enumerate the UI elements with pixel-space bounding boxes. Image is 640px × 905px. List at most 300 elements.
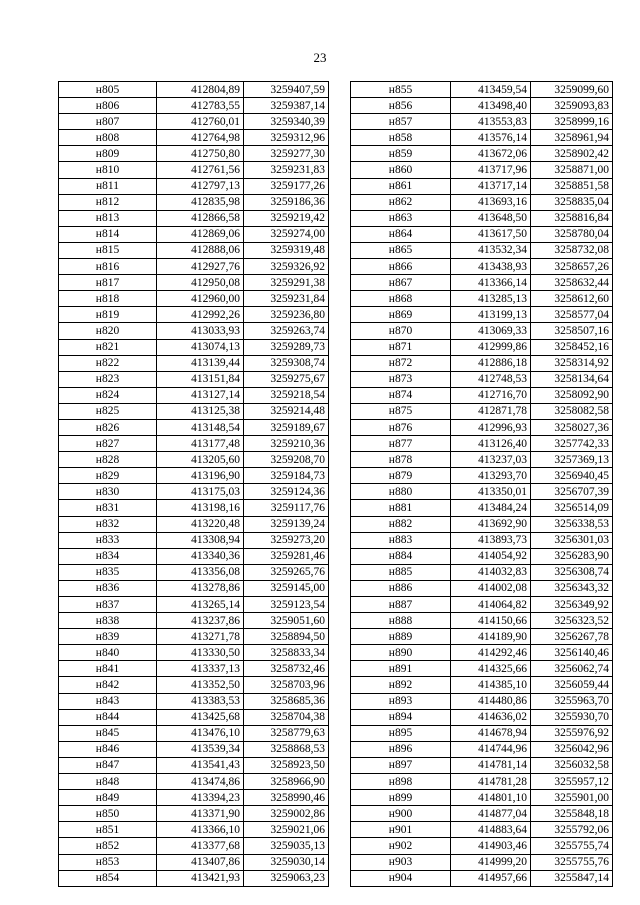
table-row <box>351 500 613 516</box>
y-coordinate-cell: 3258780,04 <box>531 226 613 242</box>
table-row <box>59 806 329 822</box>
y-coordinate-cell: 3256308,74 <box>531 564 613 580</box>
table-row <box>59 98 329 114</box>
y-coordinate-cell: 3258082,58 <box>531 403 613 419</box>
point-id-cell: н886 <box>351 580 451 596</box>
x-coordinate-cell: 412996,93 <box>451 419 531 435</box>
y-coordinate-cell: 3255901,00 <box>531 790 613 806</box>
x-coordinate-cell: 413271,78 <box>157 629 244 645</box>
table-row <box>59 355 329 371</box>
table-row <box>59 564 329 580</box>
x-coordinate-cell: 414883,64 <box>451 822 531 838</box>
point-id-cell: н811 <box>59 178 157 194</box>
x-coordinate-cell: 414957,66 <box>451 870 531 886</box>
point-id-cell: н820 <box>59 323 157 339</box>
point-id-cell: н831 <box>59 500 157 516</box>
x-coordinate-cell: 413350,01 <box>451 484 531 500</box>
x-coordinate-cell: 413198,16 <box>157 500 244 516</box>
page-number: 23 <box>313 50 327 65</box>
x-coordinate-cell: 412869,06 <box>157 226 244 242</box>
x-coordinate-cell: 413127,14 <box>157 387 244 403</box>
x-coordinate-cell: 413148,54 <box>157 419 244 435</box>
point-id-cell: н897 <box>351 757 451 773</box>
y-coordinate-cell: 3259265,76 <box>244 564 329 580</box>
table-row <box>351 661 613 677</box>
y-coordinate-cell: 3256940,45 <box>531 468 613 484</box>
table-row <box>59 275 329 291</box>
table-row <box>351 130 613 146</box>
y-coordinate-cell: 3258092,90 <box>531 387 613 403</box>
table-row <box>59 114 329 130</box>
x-coordinate-cell: 412950,08 <box>157 275 244 291</box>
point-id-cell: н892 <box>351 677 451 693</box>
x-coordinate-cell: 413394,23 <box>157 790 244 806</box>
table-row <box>351 146 613 162</box>
x-coordinate-cell: 413693,16 <box>451 194 531 210</box>
point-id-cell: н880 <box>351 484 451 500</box>
table-row <box>351 516 613 532</box>
x-coordinate-cell: 414002,08 <box>451 580 531 596</box>
x-coordinate-cell: 413672,06 <box>451 146 531 162</box>
point-id-cell: н818 <box>59 291 157 307</box>
table-row <box>351 226 613 242</box>
x-coordinate-cell: 414032,83 <box>451 564 531 580</box>
y-coordinate-cell: 3258961,94 <box>531 130 613 146</box>
y-coordinate-cell: 3259231,83 <box>244 162 329 178</box>
point-id-cell: н808 <box>59 130 157 146</box>
y-coordinate-cell: 3256032,58 <box>531 757 613 773</box>
table-row <box>59 291 329 307</box>
point-id-cell: н876 <box>351 419 451 435</box>
table-row <box>351 468 613 484</box>
y-coordinate-cell: 3255847,14 <box>531 870 613 886</box>
x-coordinate-cell: 413177,48 <box>157 436 244 452</box>
point-id-cell: н844 <box>59 709 157 725</box>
x-coordinate-cell: 413196,90 <box>157 468 244 484</box>
point-id-cell: н832 <box>59 516 157 532</box>
x-coordinate-cell: 413541,43 <box>157 757 244 773</box>
table-row <box>59 194 329 210</box>
y-coordinate-cell: 3259289,73 <box>244 339 329 355</box>
y-coordinate-cell: 3258851,58 <box>531 178 613 194</box>
point-id-cell: н864 <box>351 226 451 242</box>
y-coordinate-cell: 3258833,34 <box>244 645 329 661</box>
y-coordinate-cell: 3259139,24 <box>244 516 329 532</box>
y-coordinate-cell: 3259186,36 <box>244 194 329 210</box>
y-coordinate-cell: 3258507,16 <box>531 323 613 339</box>
point-id-cell: н875 <box>351 403 451 419</box>
x-coordinate-cell: 414744,96 <box>451 741 531 757</box>
y-coordinate-cell: 3259236,80 <box>244 307 329 323</box>
y-coordinate-cell: 3259275,67 <box>244 371 329 387</box>
x-coordinate-cell: 414385,10 <box>451 677 531 693</box>
point-id-cell: н878 <box>351 452 451 468</box>
table-row <box>351 854 613 870</box>
table-row <box>351 291 613 307</box>
point-id-cell: н860 <box>351 162 451 178</box>
table-row <box>351 114 613 130</box>
point-id-cell: н888 <box>351 613 451 629</box>
table-row <box>59 371 329 387</box>
point-id-cell: н891 <box>351 661 451 677</box>
point-id-cell: н881 <box>351 500 451 516</box>
point-id-cell: н848 <box>59 774 157 790</box>
x-coordinate-cell: 412999,86 <box>451 339 531 355</box>
table-row <box>59 452 329 468</box>
y-coordinate-cell: 3255930,70 <box>531 709 613 725</box>
point-id-cell: н893 <box>351 693 451 709</box>
table-row <box>59 436 329 452</box>
x-coordinate-cell: 413498,40 <box>451 98 531 114</box>
x-coordinate-cell: 413220,48 <box>157 516 244 532</box>
point-id-cell: н833 <box>59 532 157 548</box>
y-coordinate-cell: 3259208,70 <box>244 452 329 468</box>
y-coordinate-cell: 3258657,26 <box>531 259 613 275</box>
table-row <box>351 838 613 854</box>
x-coordinate-cell: 413352,50 <box>157 677 244 693</box>
y-coordinate-cell: 3255976,92 <box>531 725 613 741</box>
table-row <box>351 790 613 806</box>
y-coordinate-cell: 3258923,50 <box>244 757 329 773</box>
table-row <box>59 130 329 146</box>
point-id-cell: н873 <box>351 371 451 387</box>
x-coordinate-cell: 413237,03 <box>451 452 531 468</box>
y-coordinate-cell: 3259274,00 <box>244 226 329 242</box>
x-coordinate-cell: 412835,98 <box>157 194 244 210</box>
y-coordinate-cell: 3258999,16 <box>531 114 613 130</box>
table-row <box>351 741 613 757</box>
table-row <box>351 371 613 387</box>
x-coordinate-cell: 412797,13 <box>157 178 244 194</box>
x-coordinate-cell: 413893,73 <box>451 532 531 548</box>
point-id-cell: н871 <box>351 339 451 355</box>
table-row <box>59 790 329 806</box>
y-coordinate-cell: 3259093,83 <box>531 98 613 114</box>
table-row <box>351 580 613 596</box>
point-id-cell: н809 <box>59 146 157 162</box>
table-row <box>59 403 329 419</box>
x-coordinate-cell: 412886,18 <box>451 355 531 371</box>
table-row <box>351 806 613 822</box>
y-coordinate-cell: 3259312,96 <box>244 130 329 146</box>
x-coordinate-cell: 412888,06 <box>157 242 244 258</box>
y-coordinate-cell: 3256349,92 <box>531 597 613 613</box>
y-coordinate-cell: 3259099,60 <box>531 82 613 98</box>
table-row <box>59 580 329 596</box>
y-coordinate-cell: 3259030,14 <box>244 854 329 870</box>
point-id-cell: н882 <box>351 516 451 532</box>
x-coordinate-cell: 413617,50 <box>451 226 531 242</box>
point-id-cell: н847 <box>59 757 157 773</box>
x-coordinate-cell: 412927,76 <box>157 259 244 275</box>
table-row <box>351 242 613 258</box>
point-id-cell: н903 <box>351 854 451 870</box>
table-row <box>59 146 329 162</box>
x-coordinate-cell: 413033,93 <box>157 323 244 339</box>
table-row <box>59 387 329 403</box>
y-coordinate-cell: 3256514,09 <box>531 500 613 516</box>
y-coordinate-cell: 3259281,46 <box>244 548 329 564</box>
point-id-cell: н854 <box>59 870 157 886</box>
point-id-cell: н872 <box>351 355 451 371</box>
point-id-cell: н828 <box>59 452 157 468</box>
y-coordinate-cell: 3258732,46 <box>244 661 329 677</box>
x-coordinate-cell: 413438,93 <box>451 259 531 275</box>
y-coordinate-cell: 3258779,63 <box>244 725 329 741</box>
x-coordinate-cell: 414054,92 <box>451 548 531 564</box>
y-coordinate-cell: 3259145,00 <box>244 580 329 596</box>
point-id-cell: н865 <box>351 242 451 258</box>
y-coordinate-cell: 3259340,39 <box>244 114 329 130</box>
x-coordinate-cell: 413199,13 <box>451 307 531 323</box>
table-row <box>351 693 613 709</box>
x-coordinate-cell: 413278,86 <box>157 580 244 596</box>
x-coordinate-cell: 412992,26 <box>157 307 244 323</box>
table-row <box>351 355 613 371</box>
point-id-cell: н826 <box>59 419 157 435</box>
y-coordinate-cell: 3258902,42 <box>531 146 613 162</box>
point-id-cell: н835 <box>59 564 157 580</box>
table-row <box>351 613 613 629</box>
table-row <box>351 194 613 210</box>
point-id-cell: н810 <box>59 162 157 178</box>
table-row <box>59 323 329 339</box>
point-id-cell: н849 <box>59 790 157 806</box>
point-id-cell: н894 <box>351 709 451 725</box>
x-coordinate-cell: 414781,14 <box>451 757 531 773</box>
point-id-cell: н855 <box>351 82 451 98</box>
y-coordinate-cell: 3256283,90 <box>531 548 613 564</box>
x-coordinate-cell: 413717,96 <box>451 162 531 178</box>
x-coordinate-cell: 412761,56 <box>157 162 244 178</box>
x-coordinate-cell: 414150,66 <box>451 613 531 629</box>
table-row <box>351 275 613 291</box>
point-id-cell: н884 <box>351 548 451 564</box>
y-coordinate-cell: 3256042,96 <box>531 741 613 757</box>
point-id-cell: н822 <box>59 355 157 371</box>
table-row <box>59 613 329 629</box>
x-coordinate-cell: 413692,90 <box>451 516 531 532</box>
y-coordinate-cell: 3259002,86 <box>244 806 329 822</box>
point-id-cell: н843 <box>59 693 157 709</box>
x-coordinate-cell: 414636,02 <box>451 709 531 725</box>
table-row <box>59 709 329 725</box>
table-row <box>59 532 329 548</box>
y-coordinate-cell: 3259117,76 <box>244 500 329 516</box>
table-row <box>351 98 613 114</box>
table-row <box>351 178 613 194</box>
point-id-cell: н867 <box>351 275 451 291</box>
x-coordinate-cell: 413293,70 <box>451 468 531 484</box>
x-coordinate-cell: 414781,28 <box>451 774 531 790</box>
point-id-cell: н869 <box>351 307 451 323</box>
y-coordinate-cell: 3258966,90 <box>244 774 329 790</box>
point-id-cell: н836 <box>59 580 157 596</box>
table-row <box>59 870 329 886</box>
table-row <box>59 725 329 741</box>
y-coordinate-cell: 3256343,32 <box>531 580 613 596</box>
point-id-cell: н806 <box>59 98 157 114</box>
point-id-cell: н838 <box>59 613 157 629</box>
y-coordinate-cell: 3256062,74 <box>531 661 613 677</box>
table-row <box>351 419 613 435</box>
x-coordinate-cell: 412716,70 <box>451 387 531 403</box>
point-id-cell: н840 <box>59 645 157 661</box>
table-row <box>351 82 613 98</box>
point-id-cell: н898 <box>351 774 451 790</box>
x-coordinate-cell: 412866,58 <box>157 210 244 226</box>
point-id-cell: н859 <box>351 146 451 162</box>
x-coordinate-cell: 413237,86 <box>157 613 244 629</box>
y-coordinate-cell: 3259210,36 <box>244 436 329 452</box>
x-coordinate-cell: 413576,14 <box>451 130 531 146</box>
point-id-cell: н856 <box>351 98 451 114</box>
y-coordinate-cell: 3259123,54 <box>244 597 329 613</box>
y-coordinate-cell: 3258990,46 <box>244 790 329 806</box>
table-row <box>351 339 613 355</box>
y-coordinate-cell: 3256267,78 <box>531 629 613 645</box>
table-row <box>351 725 613 741</box>
table-row <box>351 548 613 564</box>
y-coordinate-cell: 3256301,03 <box>531 532 613 548</box>
x-coordinate-cell: 413648,50 <box>451 210 531 226</box>
coordinates-table-right <box>350 81 613 887</box>
y-coordinate-cell: 3259277,30 <box>244 146 329 162</box>
table-row <box>59 339 329 355</box>
x-coordinate-cell: 413539,34 <box>157 741 244 757</box>
x-coordinate-cell: 413069,33 <box>451 323 531 339</box>
x-coordinate-cell: 412804,89 <box>157 82 244 98</box>
point-id-cell: н823 <box>59 371 157 387</box>
x-coordinate-cell: 413337,13 <box>157 661 244 677</box>
y-coordinate-cell: 3258612,60 <box>531 291 613 307</box>
table-row <box>59 162 329 178</box>
table-row <box>59 838 329 854</box>
table-row <box>351 436 613 452</box>
y-coordinate-cell: 3258027,36 <box>531 419 613 435</box>
table-row <box>59 516 329 532</box>
y-coordinate-cell: 3258452,16 <box>531 339 613 355</box>
table-row <box>59 693 329 709</box>
table-row <box>59 774 329 790</box>
x-coordinate-cell: 413383,53 <box>157 693 244 709</box>
y-coordinate-cell: 3259063,23 <box>244 870 329 886</box>
table-row <box>59 500 329 516</box>
y-coordinate-cell: 3259177,26 <box>244 178 329 194</box>
table-row <box>59 226 329 242</box>
table-row <box>351 774 613 790</box>
table-row <box>351 677 613 693</box>
table-row <box>59 259 329 275</box>
y-coordinate-cell: 3259051,60 <box>244 613 329 629</box>
y-coordinate-cell: 3259326,92 <box>244 259 329 275</box>
x-coordinate-cell: 413285,13 <box>451 291 531 307</box>
table-row <box>351 162 613 178</box>
y-coordinate-cell: 3257369,13 <box>531 452 613 468</box>
point-id-cell: н839 <box>59 629 157 645</box>
point-id-cell: н837 <box>59 597 157 613</box>
point-id-cell: н814 <box>59 226 157 242</box>
x-coordinate-cell: 413532,34 <box>451 242 531 258</box>
table-row <box>351 645 613 661</box>
point-id-cell: н874 <box>351 387 451 403</box>
y-coordinate-cell: 3259189,67 <box>244 419 329 435</box>
x-coordinate-cell: 413377,68 <box>157 838 244 854</box>
point-id-cell: н902 <box>351 838 451 854</box>
point-id-cell: н889 <box>351 629 451 645</box>
x-coordinate-cell: 413371,90 <box>157 806 244 822</box>
table-row <box>59 82 329 98</box>
point-id-cell: н895 <box>351 725 451 741</box>
table-row <box>351 259 613 275</box>
y-coordinate-cell: 3256140,46 <box>531 645 613 661</box>
x-coordinate-cell: 413553,83 <box>451 114 531 130</box>
table-row <box>59 597 329 613</box>
x-coordinate-cell: 414325,66 <box>451 661 531 677</box>
point-id-cell: н858 <box>351 130 451 146</box>
y-coordinate-cell: 3259263,74 <box>244 323 329 339</box>
y-coordinate-cell: 3259308,74 <box>244 355 329 371</box>
table-row <box>351 387 613 403</box>
x-coordinate-cell: 413175,03 <box>157 484 244 500</box>
x-coordinate-cell: 413474,86 <box>157 774 244 790</box>
table-row <box>351 307 613 323</box>
y-coordinate-cell: 3258704,38 <box>244 709 329 725</box>
x-coordinate-cell: 413308,94 <box>157 532 244 548</box>
point-id-cell: н845 <box>59 725 157 741</box>
x-coordinate-cell: 413151,84 <box>157 371 244 387</box>
point-id-cell: н868 <box>351 291 451 307</box>
y-coordinate-cell: 3258632,44 <box>531 275 613 291</box>
y-coordinate-cell: 3259021,06 <box>244 822 329 838</box>
point-id-cell: н816 <box>59 259 157 275</box>
point-id-cell: н846 <box>59 741 157 757</box>
table-row <box>59 242 329 258</box>
point-id-cell: н857 <box>351 114 451 130</box>
y-coordinate-cell: 3259319,48 <box>244 242 329 258</box>
y-coordinate-cell: 3259184,73 <box>244 468 329 484</box>
y-coordinate-cell: 3258314,92 <box>531 355 613 371</box>
x-coordinate-cell: 414801,10 <box>451 790 531 806</box>
table-row <box>59 419 329 435</box>
x-coordinate-cell: 413205,60 <box>157 452 244 468</box>
coordinates-table-left <box>58 81 329 887</box>
x-coordinate-cell: 413126,40 <box>451 436 531 452</box>
point-id-cell: н834 <box>59 548 157 564</box>
point-id-cell: н904 <box>351 870 451 886</box>
point-id-cell: н821 <box>59 339 157 355</box>
table-row <box>351 532 613 548</box>
x-coordinate-cell: 414189,90 <box>451 629 531 645</box>
point-id-cell: н870 <box>351 323 451 339</box>
point-id-cell: н853 <box>59 854 157 870</box>
x-coordinate-cell: 413421,93 <box>157 870 244 886</box>
y-coordinate-cell: 3258816,84 <box>531 210 613 226</box>
x-coordinate-cell: 413717,14 <box>451 178 531 194</box>
table-row <box>59 548 329 564</box>
point-id-cell: н900 <box>351 806 451 822</box>
point-id-cell: н901 <box>351 822 451 838</box>
point-id-cell: н830 <box>59 484 157 500</box>
point-id-cell: н866 <box>351 259 451 275</box>
table-row <box>351 870 613 886</box>
x-coordinate-cell: 414903,46 <box>451 838 531 854</box>
point-id-cell: н890 <box>351 645 451 661</box>
x-coordinate-cell: 413330,50 <box>157 645 244 661</box>
table-row <box>351 822 613 838</box>
y-coordinate-cell: 3256323,52 <box>531 613 613 629</box>
y-coordinate-cell: 3258868,53 <box>244 741 329 757</box>
